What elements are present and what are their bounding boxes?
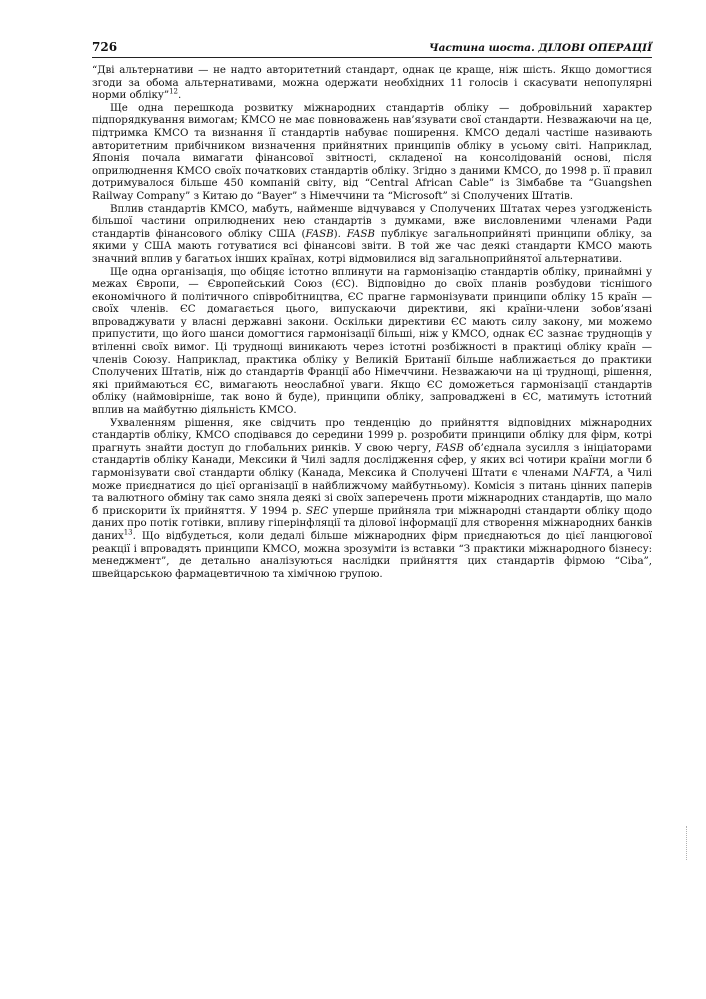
footnote-ref-13[interactable]: 13	[123, 528, 133, 537]
running-header	[92, 40, 652, 58]
fasb-term: FASB	[435, 441, 464, 454]
paragraph-1	[92, 64, 652, 102]
footnote-ref-12[interactable]: 12	[169, 87, 178, 96]
paragraph-2: Ще одна перешкода розвитку міжнародних стандартів обліку — добровільний характер підпорядкування вимогам; КМСО не має повноважень нав’язувати свої стандарти. Незважаючи на це, підтримка КМСО та визнання її стандартів набуває поширення. КМСО дедалі частіше називають авторитетним прибічником визначення прийнятних принципів обліку в усьому світі. Наприклад, Японія почала вимагати фінансової звітності, складеної на консолідованій основі, після оприлюднення КМСО своїх початкових стандартів обліку. Згідно з даними КМСО, до 1998 р. її правил дотримувалося більше 450 компаній світу, від “Central African Cable” із Зімбабве та “Guangshen Railway Company” з Китаю до “Bayer” з Німеччини та “Microsoft” зі Сполучених Штатів.	[92, 101, 652, 202]
paragraph-5-text-c: , а Чилі може приєднатися до цієї організації в найближчому майбутньому). Комісія з питань цінних паперів та валютного обміну так само зняла деякі зі своїх заперечень проти міжнародних стандартів, що мало б прискорити їх прийняття. У 1994 р.	[92, 467, 653, 517]
paragraph-5	[92, 417, 652, 581]
fasb-term: FASB	[305, 227, 334, 240]
book-page	[92, 40, 652, 580]
paragraph-3-text-b: ).	[333, 227, 347, 240]
paragraph-1-text: “Дві альтернативи — не надто авторитетний стандарт, однак це краще, ніж шість. Якщо домогтися згоди за обома альтернативами, можна одержати необхідних 11 голосів і скасувати непопулярні норми обліку”	[92, 64, 652, 102]
body-text	[92, 64, 652, 580]
paragraph-3-text-a: Вплив стандартів КМСО, мабуть, найменше відчувався у Сполучених Штатах через узгодженість більшої частини оприлюднених нею стандартів з думками, вже висловленими членами Ради стандартів фінансового обліку США (	[92, 202, 652, 240]
paragraph-4: Ще одна організація, що обіцяє істотно вплинути на гармонізацію стандартів обліку, принаймні у межах Європи, — Європейський Союз (ЄС). Відповідно до своїх планів розбудови тіснішого економічного й політичного співробітництва, ЄС прагне гармонізувати принципи обліку 15 країн — своїх членів. ЄС домагається цього, випускаючи директиви, які країни-члени зобов’язані впроваджувати у власні державні закони. Оскільки директиви ЄС мають силу закону, ми можемо припустити, що його шанси домогтися гармонізації більші, ніж у КМСО, однак ЄС зазнає труднощів у втіленні своїх вимог. Ці труднощі виникають через істотні розбіжності в практиці обліку країн — членів Союзу. Наприклад, практика обліку у Великій Британії більше наближається до практики Сполучених Штатів, ніж до стандартів Франції або Німеччини. Незважаючи на ці труднощі, рішення, які приймаються ЄС, вимагають неослабної уваги. Якщо ЄС доможеться гармонізації стандартів обліку (наймовірніше, так воно й буде), принципи обліку, запроваджені в ЄС, матимуть істотний вплив на майбутню діяльність КМСО.	[92, 265, 652, 417]
paragraph-5-text-b: об’єднала зусилля з ініціаторами стандартів обліку Канади, Мексики й Чилі задля дослідження сфер, у яких всі чотири країни могли б гармонізувати свої стандарти обліку (Канада, Мексика й Сполучені Штати є членами	[92, 441, 652, 479]
nafta-term: NAFTA	[572, 467, 610, 479]
scan-edge-mark	[686, 826, 689, 860]
paragraph-5-text-e: . Що відбудеться, коли дедалі більше міжнародних фірм приєднаються до цієї ланцюгової реакції і впровадять принципи КМСО, можна зрозуміти із вставки “З практики міжнародного бізнесу: менеджмент”, де детально аналізуються наслідки прийняття цих стандартів фірмою “Ciba”, швейцарською фармацевтичною та хімічною групою.	[92, 529, 652, 580]
fasb-term: FASB	[346, 227, 375, 240]
page-number: 726	[92, 40, 118, 54]
section-title: Частина шоста. ДІЛОВІ ОПЕРАЦІЇ	[429, 42, 652, 54]
paragraph-3	[92, 203, 652, 266]
paragraph-5-text-d: уперше прийняла три міжнародні стандарти обліку щодо даних про потік готівки, впливу гіперінфляції та ділової інформації для створення міжнародних банків даних	[92, 504, 653, 542]
paragraph-5-text-a: Ухваленням рішення, яке свідчить про тенденцію до прийняття відповідних міжнародних стандартів обліку, КМСО сподівався до середини 1999 р. розробити принципи обліку для фірм, котрі прагнуть знайти доступ до глобальних ринків. У свою чергу,	[92, 416, 652, 454]
paragraph-3-text-c: публікує загальноприйняті принципи обліку, за якими у США мають готуватися всі фінансові звіти. В той же час деякі стандарти КМСО мають значний вплив у багатьох інших країнах, котрі відмовилися від загальноприйнятої альтернативи.	[92, 227, 652, 265]
sec-term: SEC	[305, 504, 329, 517]
paragraph-1-end: .	[177, 89, 182, 102]
